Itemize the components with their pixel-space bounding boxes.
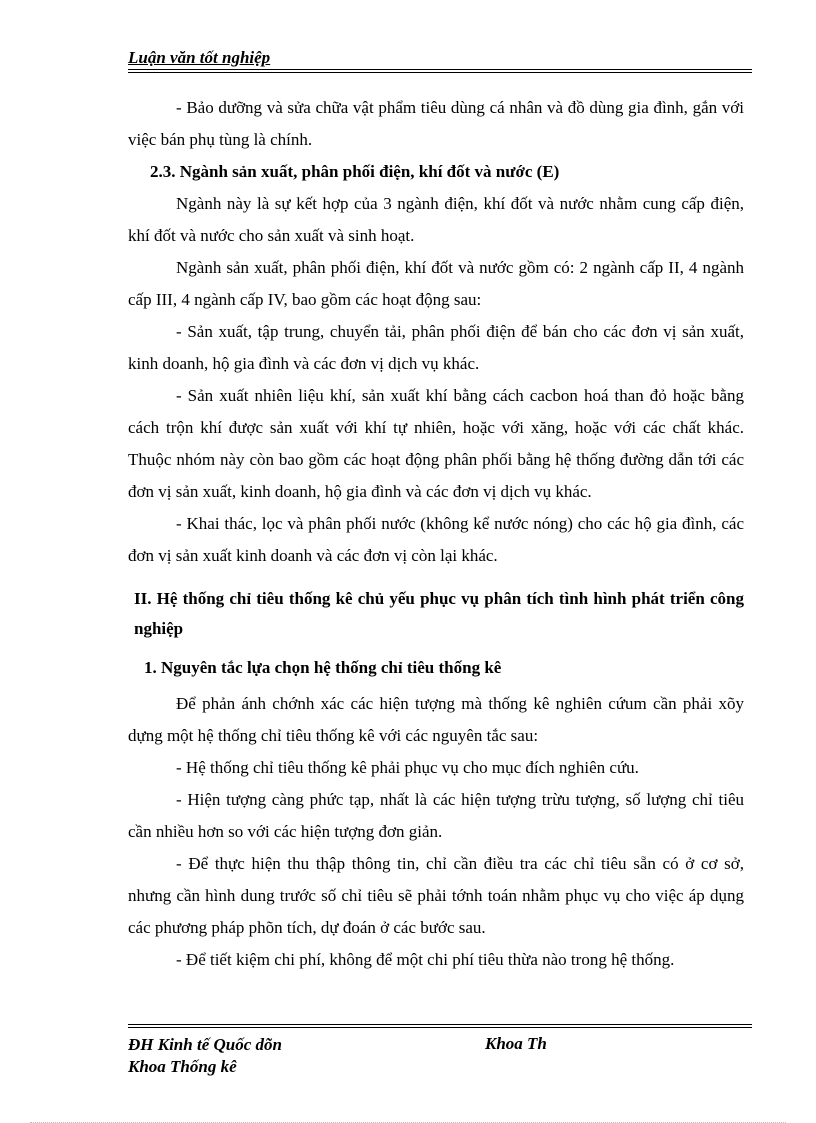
header-rule-2	[128, 72, 752, 73]
paragraph: - Để thực hiện thu thập thông tin, chỉ cần điều tra các chỉ tiêu sẵn có ở cơ sở, nhưng cần hình dung trước số chỉ tiêu sẽ phải tớnh toán nhằm phục vụ cho việc áp dụng các phương pháp phõn tích, dự đoán ở các bước sau.	[128, 854, 744, 937]
section-heading-II: II. Hệ thống chỉ tiêu thống kê chủ yếu phục vụ phân tích tình hình phát triển công nghiệp	[134, 589, 744, 638]
footer-rule-2	[128, 1027, 752, 1028]
paragraph: - Bảo dưỡng và sửa chữa vật phẩm tiêu dùng cá nhân và đồ dùng gia đình, gắn với việc bán phụ tùng là chính.	[128, 98, 744, 149]
section-heading-1: 1. Nguyên tắc lựa chọn hệ thống chỉ tiêu thống kê	[144, 658, 502, 677]
section-heading-2-3: 2.3. Ngành sản xuất, phân phối điện, khí đốt và nước (E)	[150, 162, 560, 181]
paragraph: - Hiện tượng càng phức tạp, nhất là các hiện tượng trừu tượng, số lượng chỉ tiêu cần nhiều hơn so với các hiện tượng đơn giản.	[128, 790, 744, 841]
paragraph: Ngành sản xuất, phân phối điện, khí đốt và nước gồm có: 2 ngành cấp II, 4 ngành cấp III, 4 ngành cấp IV, bao gồm các hoạt động sau:	[128, 258, 744, 309]
page-header-title: Luận văn tốt nghiệp	[128, 48, 271, 67]
paragraph: - Khai thác, lọc và phân phối nước (không kể nước nóng) cho các hộ gia đình, các đơn vị sản xuất kinh doanh và các đơn vị còn lại khác.	[128, 514, 744, 565]
paragraph: - Để tiết kiệm chi phí, không để một chi phí tiêu thừa nào trong hệ thống.	[176, 950, 675, 969]
paragraph: - Sản xuất, tập trung, chuyển tải, phân phối điện để bán cho các đơn vị sản xuất, kinh doanh, hộ gia đình và các đơn vị dịch vụ khác.	[128, 322, 744, 373]
footer-right: Khoa Th	[485, 1034, 547, 1053]
footer-university: ĐH Kinh tế Quốc dõn	[128, 1035, 282, 1054]
paragraph: Để phản ánh chớnh xác các hiện tượng mà thống kê nghiên cứum cần phải xõy dựng một hệ thống chỉ tiêu thống kê với các nguyên tắc sau:	[128, 694, 744, 745]
document-body	[128, 90, 744, 976]
header-rule-1	[128, 69, 752, 70]
footer-rule-1	[128, 1024, 752, 1025]
footer-faculty: Khoa Thống kê	[128, 1057, 237, 1076]
footer-left	[128, 1034, 282, 1078]
paragraph: - Sản xuất nhiên liệu khí, sản xuất khí bằng cách cacbon hoá than đỏ hoặc bằng cách trộn khí được sản xuất với khí tự nhiên, hoặc với xăng, hoặc với các chất khác. Thuộc nhóm này còn bao gồm các hoạt động phân phối bằng hệ thống đường dẫn tới các đơn vị sản xuất, kinh doanh, hộ gia đình và các đơn vị dịch vụ khác.	[128, 386, 744, 501]
paragraph: - Hệ thống chỉ tiêu thống kê phải phục vụ cho mục đích nghiên cứu.	[176, 758, 639, 777]
paragraph: Ngành này là sự kết hợp của 3 ngành điện, khí đốt và nước nhằm cung cấp điện, khí đốt và nước cho sản xuất và sinh hoạt.	[128, 194, 744, 245]
